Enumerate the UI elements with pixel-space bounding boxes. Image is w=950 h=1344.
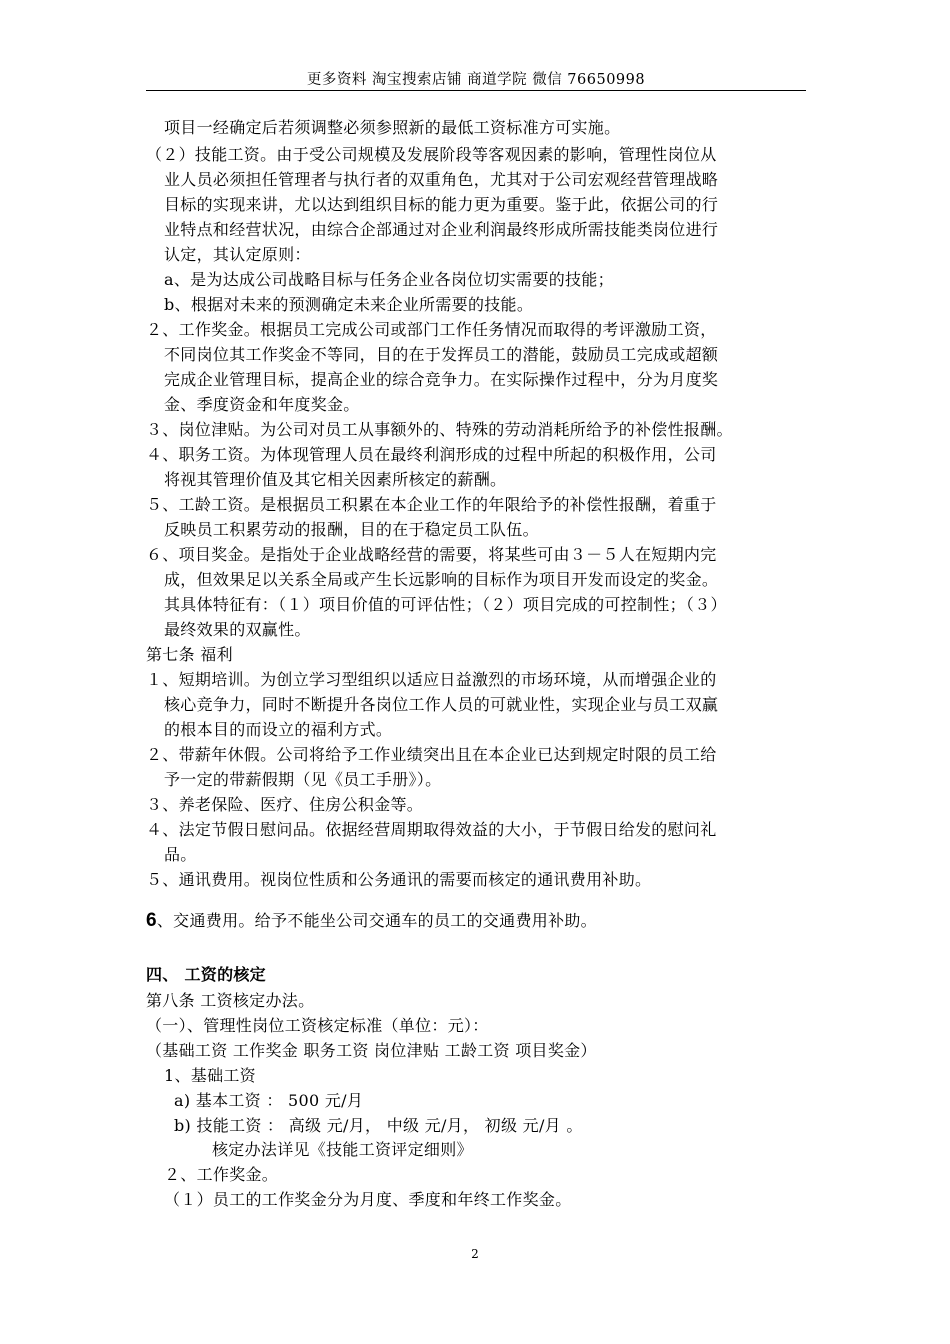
- text-line: 核心竞争力，同时不断提升各岗位工作人员的可就业性，实现企业与员工双赢: [164, 695, 719, 714]
- text-line: ５、通讯费用。视岗位性质和公务通讯的需要而核定的通讯费用补助。: [146, 870, 652, 889]
- text-line: ２、工作奖金。根据员工完成公司或部门工作任务情况而取得的考评激励工资，: [146, 320, 717, 339]
- text-line: 品。: [164, 845, 197, 864]
- text-line: （１）员工的工作奖金分为月度、季度和年终工作奖金。: [164, 1190, 572, 1209]
- text-line: ４、法定节假日慰问品。依据经营周期取得效益的大小，于节假日给发的慰问礼: [146, 820, 717, 839]
- text-line: ３、养老保险、医疗、住房公积金等。: [146, 795, 424, 814]
- text-line: ３、岗位津贴。为公司对员工从事额外的、特殊的劳动消耗所给予的补偿性报酬。: [146, 420, 733, 439]
- text-line: a、是为达成公司战略目标与任务企业各岗位切实需要的技能；: [164, 270, 614, 289]
- text-line: 金、季度资金和年度奖金。: [164, 395, 360, 414]
- text-line-item-6: [146, 910, 597, 932]
- text-line: 1、基础工资: [164, 1066, 256, 1085]
- chapter-heading: 四、 工资的核定: [146, 965, 266, 984]
- text-line: 成，但效果足以关系全局或产生长远影响的目标作为项目开发而设定的奖金。: [164, 570, 719, 589]
- text-line: 业人员必须担任管理者与执行者的双重角色，尤其对于公司宏观经营管理战略: [164, 170, 719, 189]
- text-line: ６、项目奖金。是指处于企业战略经营的需要，将某些可由３－５人在短期内完: [146, 545, 717, 564]
- text-line: 不同岗位其工作奖金不等同，目的在于发挥员工的潜能，鼓励员工完成或超额: [164, 345, 719, 364]
- text-line: b、根据对未来的预测确定未来企业所需要的技能。: [164, 295, 534, 314]
- text-line: ５、工龄工资。是根据员工积累在本企业工作的年限给予的补偿性报酬，着重于: [146, 495, 717, 514]
- text-line: 项目一经确定后若须调整必须参照新的最低工资标准方可实施。: [164, 118, 621, 137]
- text-line: （２）技能工资。由于受公司规模及发展阶段等客观因素的影响，管理性岗位从: [146, 145, 717, 164]
- page-header: 更多资料 淘宝搜索店铺 商道学院 微信 76650998: [306, 72, 646, 88]
- section-heading: 第七条 福利: [146, 645, 233, 664]
- text-line: （基础工资 工作奖金 职务工资 岗位津贴 工龄工资 项目奖金）: [146, 1041, 597, 1060]
- text-line: ４、职务工资。为体现管理人员在最终利润形成的过程中所起的积极作用，公司: [146, 445, 717, 464]
- text-line: １、短期培训。为创立学习型组织以适应日益激烈的市场环境，从而增强企业的: [146, 670, 717, 689]
- text-line: 完成企业管理目标，提高企业的综合竞争力。在实际操作过程中，分为月度奖: [164, 370, 719, 389]
- section-heading: 第八条 工资核定办法。: [146, 991, 315, 1010]
- text-line: 其具体特征有：（１）项目价值的可评估性；（２）项目完成的可控制性；（３）: [164, 595, 727, 614]
- text-line: 业特点和经营状况，由综合企部通过对企业利润最终形成所需技能类岗位进行: [164, 220, 719, 239]
- text-line: 最终效果的双赢性。: [164, 620, 311, 639]
- text-line: b) 技能工资 ： 高级 元/月， 中级 元/月， 初级 元/月 。: [174, 1116, 583, 1135]
- text-line: ２、带薪年休假。公司将给予工作业绩突出且在本企业已达到规定时限的员工给: [146, 745, 717, 764]
- text-line: ２、工作奖金。: [164, 1165, 279, 1184]
- item-6-text: 、交通费用。给予不能坐公司交通车的员工的交通费用补助。: [156, 911, 597, 930]
- text-line: 认定，其认定原则：: [164, 245, 311, 264]
- text-line: 予一定的带薪假期（见《员工手册》）。: [164, 770, 442, 789]
- text-line: 核定办法详见《技能工资评定细则》: [212, 1140, 473, 1159]
- page-number: 2: [471, 1247, 479, 1261]
- text-line: 反映员工积累劳动的报酬，目的在于稳定员工队伍。: [164, 520, 539, 539]
- text-line: 目标的实现来讲，尤以达到组织目标的能力更为重要。鉴于此，依据公司的行: [164, 195, 719, 214]
- text-line: a) 基本工资 ： 500 元/月: [174, 1091, 364, 1110]
- text-line: （一）、管理性岗位工资核定标准（单位：元）：: [146, 1016, 489, 1035]
- text-line: 的根本目的而设立的福利方式。: [164, 720, 393, 739]
- header-rule: [146, 90, 806, 91]
- item-6-number: 6: [146, 910, 157, 931]
- text-line: 将视其管理价值及其它相关因素所核定的薪酬。: [164, 470, 507, 489]
